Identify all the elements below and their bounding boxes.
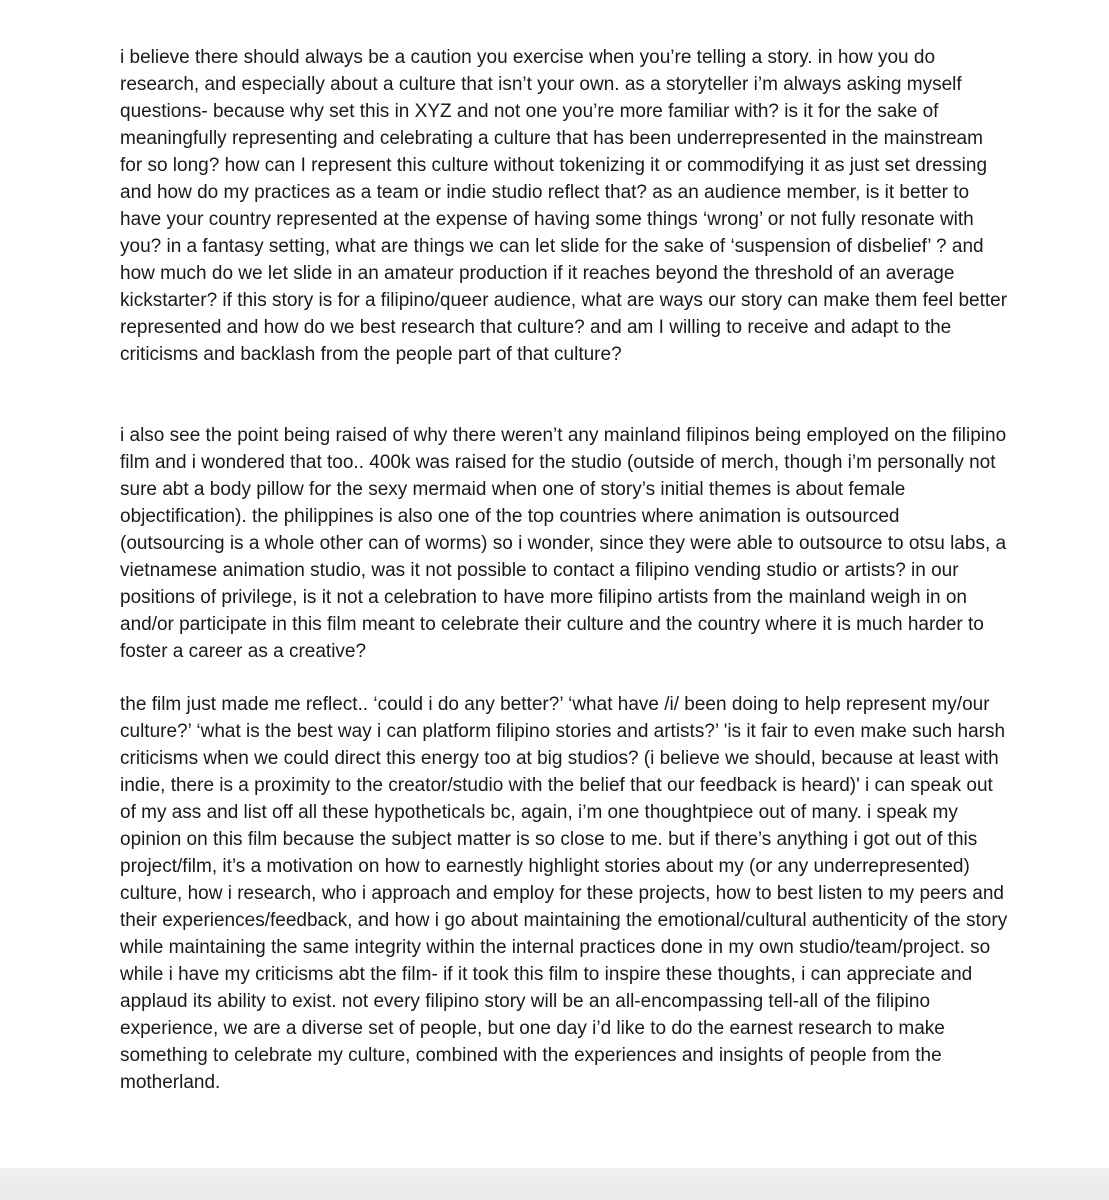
- paragraph-1: i believe there should always be a caution you exercise when you’re telling a story. in how you do research, and especially about a culture that isn’t your own. as a storyteller i’m always asking myself questions- because why set this in XYZ and not one you’re more familiar with? is it for the sake of meaningfully representing and celebrating a culture that has been underrepresented in the mainstream for so long? how can I represent this culture without tokenizing it or commodifying it as just set dressing and how do my practices as a team or indie studio reflect that? as an audience member, is it better to have your country represented at the expense of having some things ‘wrong’ or not fully resonate with you? in a fantasy setting, what are things we can let slide for the sake of ‘suspension of disbelief’ ? and how much do we let slide in an amateur production if it reaches beyond the threshold of an average kickstarter? if this story is for a filipino/queer audience, what are ways our story can make them feel better represented and how do we best research that culture? and am I willing to receive and adapt to the criticisms and backlash from the people part of that culture?: [120, 47, 1008, 365]
- paragraph-2: i also see the point being raised of why there weren’t any mainland filipinos being employed on the filipino film and i wondered that too.. 400k was raised for the studio (outside of merch, though i’m personally not sure abt a body pillow for the sexy mermaid when one of story’s initial themes is about female objectification). the philippines is also one of the top countries where animation is outsourced (outsourcing is a whole other can of worms) so i wonder, since they were able to outsource to otsu labs, a vietnamese animation studio, was it not possible to contact a filipino vending studio or artists? in our positions of privilege, is it not a celebration to have more filipino artists from the mainland weigh in on and/or participate in this film meant to celebrate their culture and the country where it is much harder to foster a career as a creative?: [120, 425, 1007, 662]
- bottom-edge: [0, 1168, 1109, 1200]
- paragraph-3: the film just made me reflect.. ‘could i do any better?’ ‘what have /i/ been doing to help represent my/our culture?’ ‘what is the best way i can platform filipino stories and artists?’ 'is it fair to even make such harsh criticisms when we could direct this energy too at big studios? (i believe we should, because at least with indie, there is a proximity to the creator/studio with the belief that our feedback is heard)' i can speak out of my ass and list off all these hypotheticals bc, again, i’m one thoughtpiece out of many. i speak my opinion on this film because the subject matter is so close to me. but if there’s anything i got out of this project/film, it’s a motivation on how to earnestly highlight stories about my (or any underrepresented) culture, how i research, who i approach and employ for these projects, how to best listen to my peers and their experiences/feedback, and how i go about maintaining the emotional/cultural authenticity of the story while maintaining the same integrity within the internal practices done in my own studio/team/project. so while i have my criticisms abt the film- if it took this film to inspire these thoughts, i can appreciate and applaud its ability to exist. not every filipino story will be an all-encompassing tell-all of the filipino experience, we are a diverse set of people, but one day i’d like to do the earnest research to make something to celebrate my culture, combined with the experiences and insights of people from the motherland.: [120, 694, 1008, 1093]
